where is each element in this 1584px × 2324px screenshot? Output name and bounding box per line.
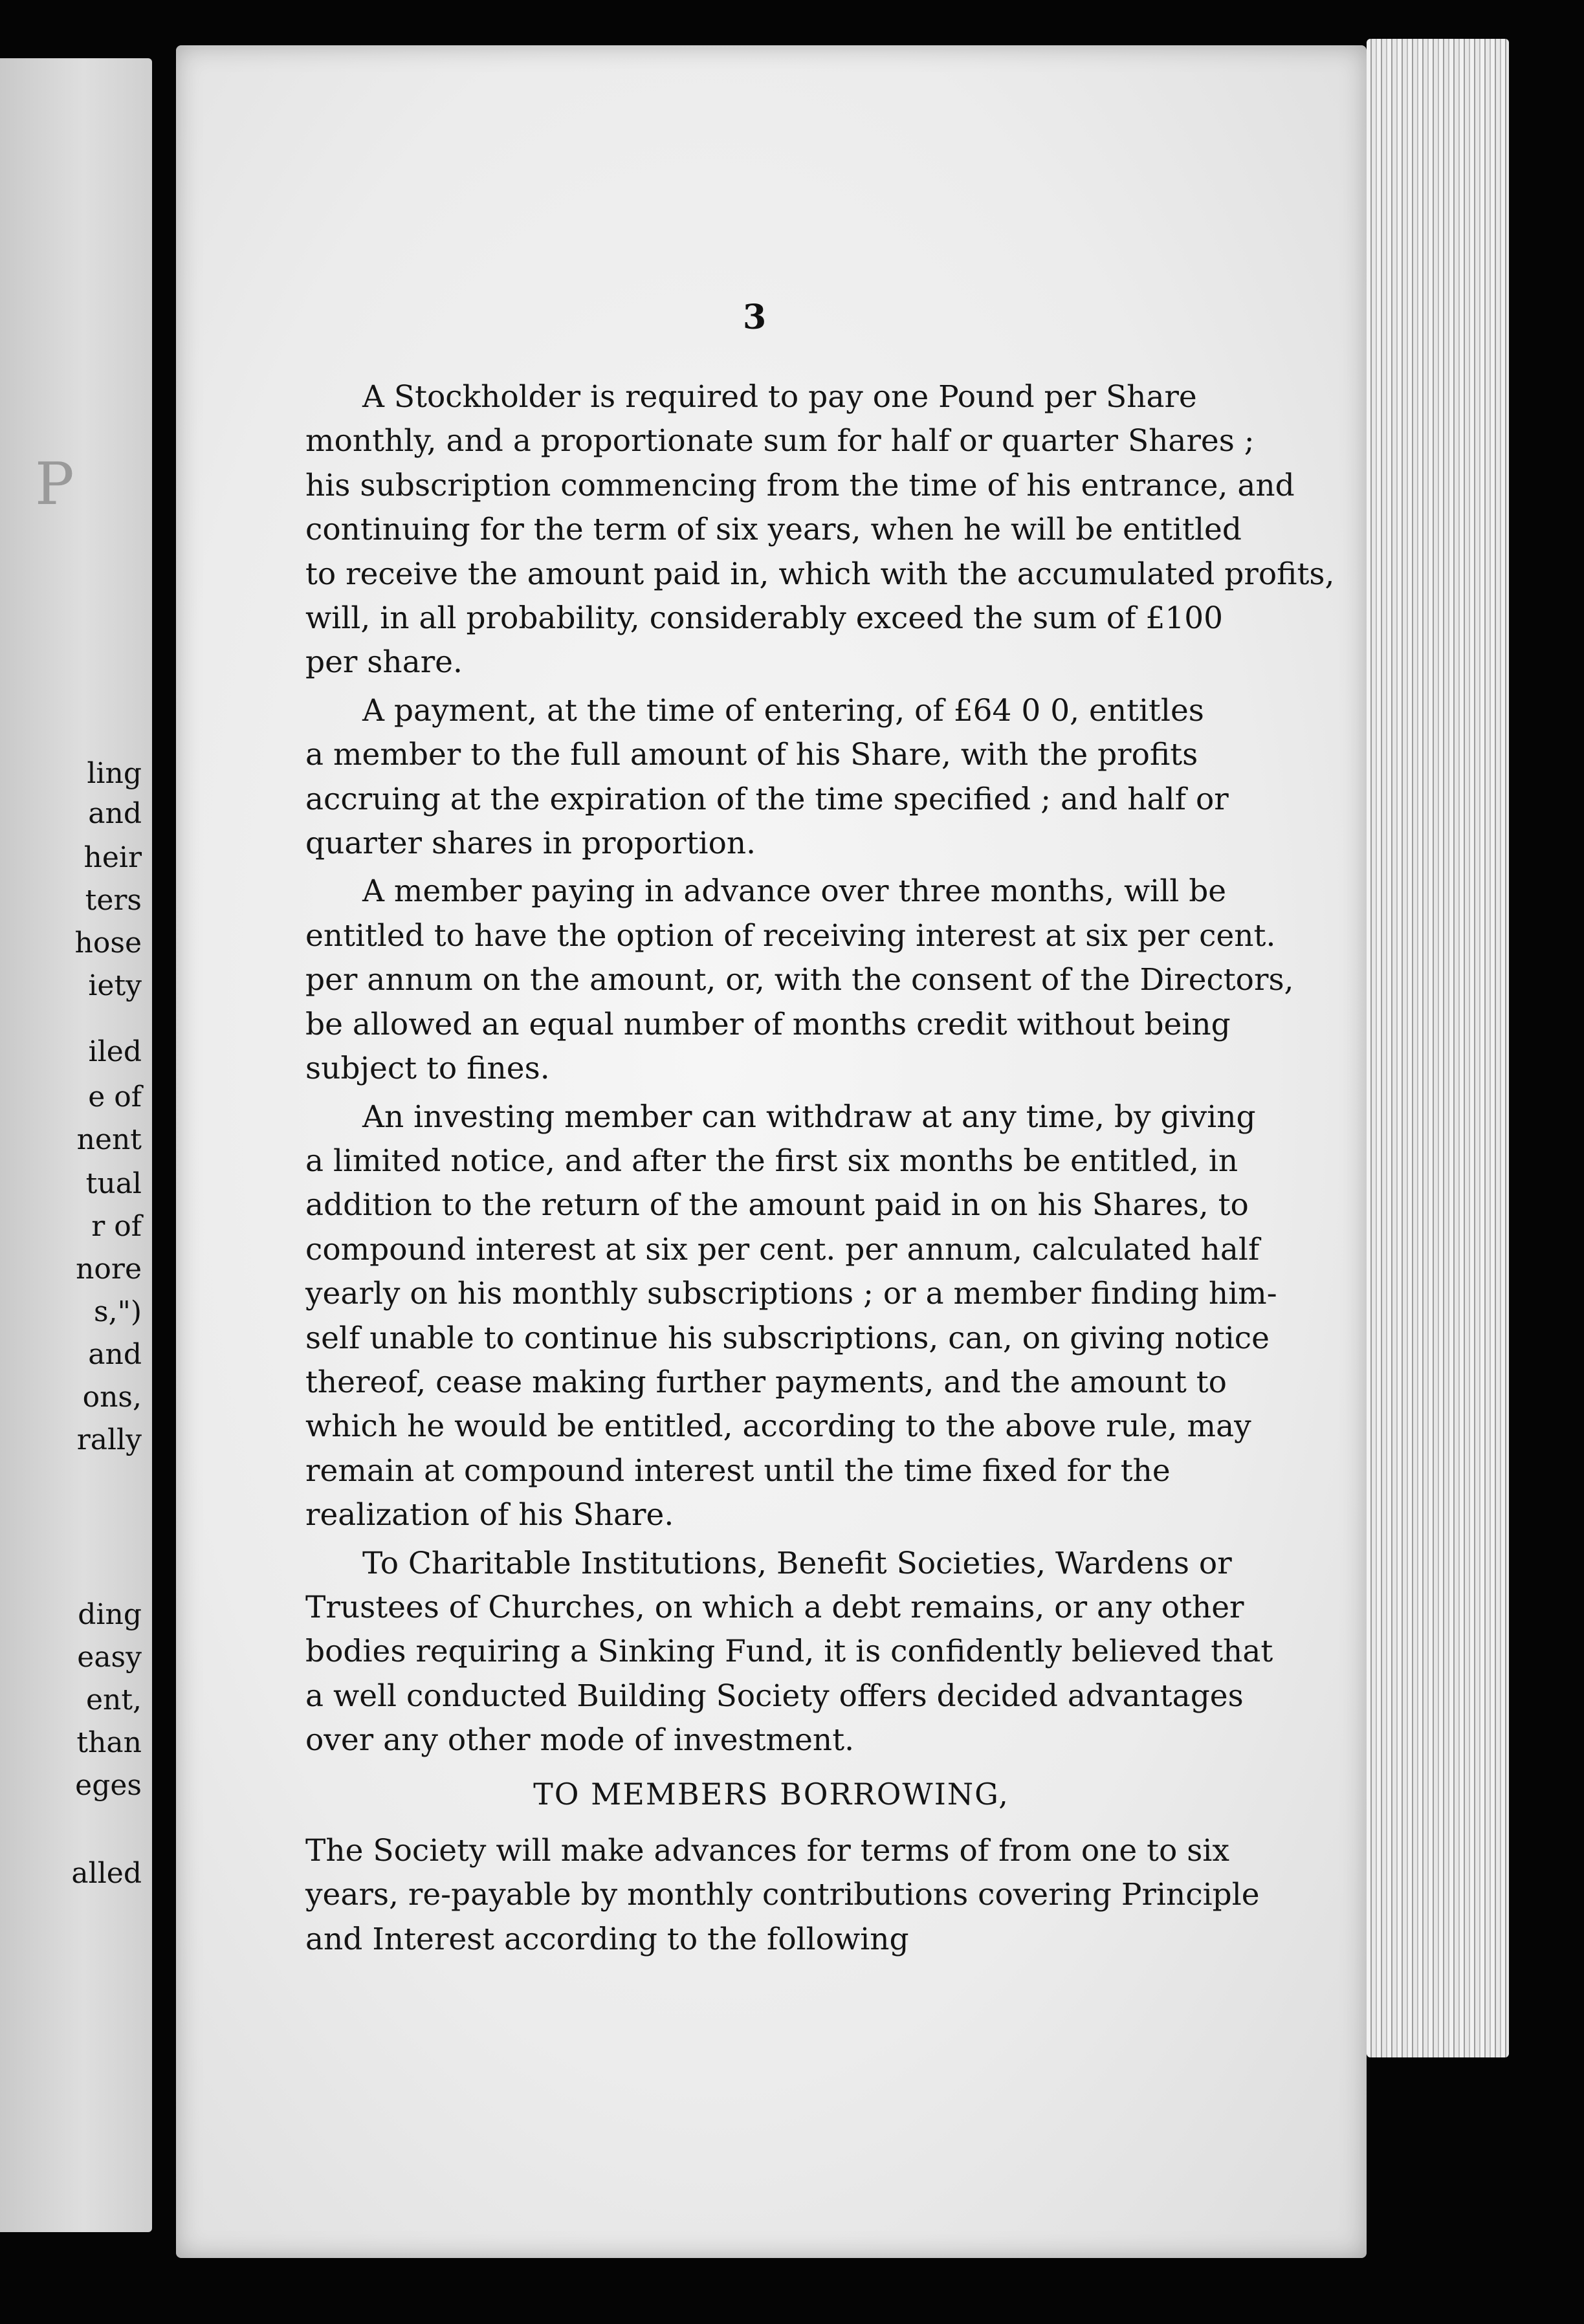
fragment: iety <box>88 969 142 1002</box>
text-line: A member paying in advance over three months, will be <box>362 873 1227 910</box>
text-line: per annum on the amount, or, with the consent of the Directors, <box>305 962 1294 998</box>
text-line: be allowed an equal number of months credit without being <box>305 1006 1231 1042</box>
fragment: ters <box>85 884 142 917</box>
body-text <box>305 375 1335 1966</box>
page-stack-edges <box>1367 39 1509 2057</box>
text-line: An investing member can withdraw at any time, by giving <box>362 1099 1256 1135</box>
paragraph-stockholder <box>305 375 1335 685</box>
text-line: thereof, cease making further payments, and the amount to <box>305 1364 1227 1400</box>
fragment: ling <box>87 757 142 790</box>
fragment: and <box>88 1338 142 1371</box>
text-line: The Society will make advances for terms of from one to six <box>305 1833 1229 1869</box>
fragment: eges <box>75 1769 142 1802</box>
faded-letter-mark: P <box>35 450 74 518</box>
previous-page-edge <box>0 58 152 2232</box>
text-line: remain at compound interest until the time fixed for the <box>305 1453 1171 1489</box>
fragment: ons, <box>82 1381 142 1414</box>
paragraph-charitable <box>305 1542 1273 1763</box>
fragment: r of <box>91 1210 142 1243</box>
book-gutter <box>152 0 178 2324</box>
text-line: which he would be entitled, according to the above rule, may <box>305 1409 1251 1445</box>
text-line: monthly, and a proportionate sum for half or quarter Shares ; <box>305 423 1255 459</box>
text-line: to receive the amount paid in, which with the accumulated profits, <box>305 556 1335 592</box>
text-line: To Charitable Institutions, Benefit Societies, Wardens or <box>362 1545 1232 1581</box>
text-line: and Interest according to the following <box>305 1921 909 1957</box>
text-line: a member to the full amount of his Share, with the profits <box>305 737 1198 773</box>
paragraph-borrowing <box>305 1829 1260 1962</box>
paragraph-withdraw <box>305 1095 1277 1538</box>
text-line: A payment, at the time of entering, of £64 0 0, entitles <box>362 692 1204 729</box>
fragment: hose <box>74 926 142 959</box>
fragment: ding <box>78 1598 142 1631</box>
text-line: yearly on his monthly subscriptions ; or a member finding him- <box>305 1276 1277 1312</box>
text-line: over any other mode of investment. <box>305 1722 855 1759</box>
text-line: self unable to continue his subscriptions, can, on giving notice <box>305 1320 1270 1356</box>
paragraph-payment <box>305 689 1237 866</box>
fragment: rally <box>76 1423 142 1456</box>
fragment: e of <box>88 1080 142 1113</box>
text-line: realization of his Share. <box>305 1497 674 1533</box>
fragment: easy <box>77 1641 142 1674</box>
text-line: a well conducted Building Society offers decided advantages <box>305 1678 1244 1714</box>
text-line: A Stockholder is required to pay one Pound per Share <box>362 379 1197 415</box>
fragment: than <box>76 1726 142 1759</box>
fragment: tual <box>85 1167 142 1200</box>
fragment: ent, <box>85 1683 142 1716</box>
fragment: s,") <box>94 1295 142 1328</box>
text-line: bodies requiring a Sinking Fund, it is confidently believed that <box>305 1634 1273 1670</box>
text-line: addition to the return of the amount paid in on his Shares, to <box>305 1187 1249 1223</box>
text-line: subject to fines. <box>305 1051 550 1087</box>
text-line: continuing for the term of six years, when he will be entitled <box>305 512 1242 548</box>
document-page <box>176 45 1367 2258</box>
fragment: iled <box>88 1035 142 1068</box>
paragraph-advance <box>305 870 1294 1091</box>
fragment: nent <box>76 1123 142 1156</box>
text-line: years, re-payable by monthly contributions covering Principle <box>305 1877 1260 1913</box>
text-line: quarter shares in proportion. <box>305 826 756 862</box>
text-line: entitled to have the option of receiving interest at six per cent. <box>305 917 1276 954</box>
text-line: per share. <box>305 644 463 681</box>
text-line: his subscription commencing from the time of his entrance, and <box>305 467 1295 503</box>
text-line: compound interest at six per cent. per annum, calculated half <box>305 1231 1260 1267</box>
text-line: Trustees of Churches, on which a debt remains, or any other <box>305 1589 1244 1625</box>
fragment: heir <box>83 841 142 874</box>
text-line: accruing at the expiration of the time specified ; and half or <box>305 781 1229 817</box>
fragment: nore <box>76 1253 142 1286</box>
section-heading: TO MEMBERS BORROWING, <box>533 1776 1009 1812</box>
text-line: will, in all probability, considerably exceed the sum of £100 <box>305 600 1224 637</box>
fragment: alled <box>71 1857 142 1890</box>
page-number: 3 <box>743 298 767 337</box>
text-line: a limited notice, and after the first six months be entitled, in <box>305 1143 1238 1179</box>
fragment: and <box>88 797 142 830</box>
